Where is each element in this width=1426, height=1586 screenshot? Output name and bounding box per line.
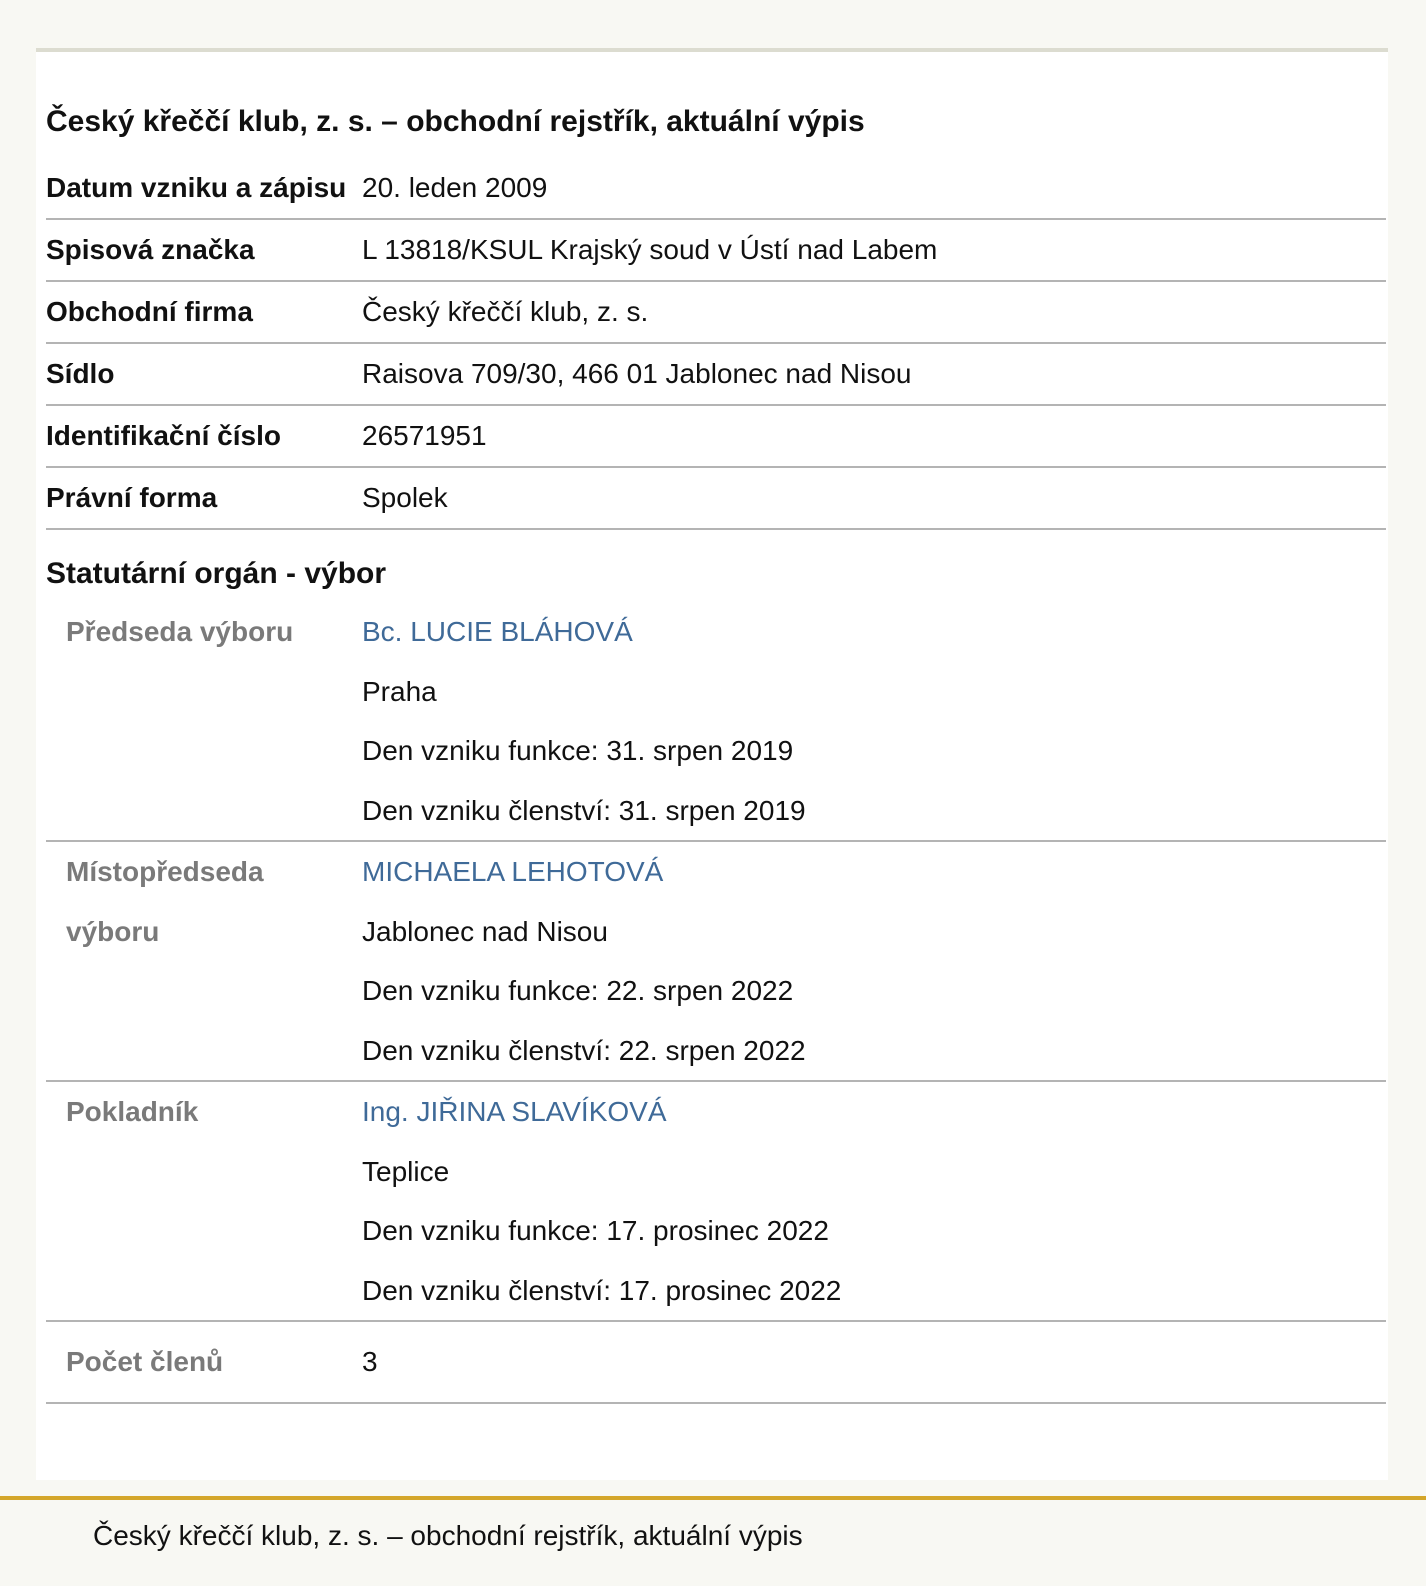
member-role: Předseda výboru bbox=[66, 616, 294, 647]
member-function-start: Den vzniku funkce: 17. prosinec 2022 bbox=[362, 1215, 829, 1246]
member-membership-start: Den vzniku členství: 31. srpen 2019 bbox=[362, 794, 806, 826]
page-footer bbox=[0, 1496, 1426, 1586]
member-role: Místopředseda výboru bbox=[66, 856, 264, 947]
field-row-legal-form bbox=[46, 468, 1386, 530]
field-label: Spisová značka bbox=[46, 234, 255, 265]
field-label: Identifikační číslo bbox=[46, 420, 281, 451]
member-row-vice-chair bbox=[46, 842, 1386, 1082]
member-name-link[interactable]: MICHAELA LEHOTOVÁ bbox=[362, 856, 664, 887]
member-membership-start: Den vzniku členství: 17. prosinec 2022 bbox=[362, 1274, 842, 1306]
member-details bbox=[362, 842, 1386, 1080]
field-row-address bbox=[46, 344, 1386, 406]
field-row-company-name bbox=[46, 282, 1386, 344]
field-value: Český křeččí klub, z. s. bbox=[362, 296, 649, 327]
registry-card bbox=[36, 48, 1388, 1480]
member-row-chair bbox=[46, 602, 1386, 842]
member-name-link[interactable]: Ing. JIŘINA SLAVÍKOVÁ bbox=[362, 1096, 667, 1127]
member-function-start: Den vzniku funkce: 22. srpen 2022 bbox=[362, 975, 794, 1006]
footer-title: Český křeččí klub, z. s. – obchodní rejstřík, aktuální výpis bbox=[93, 1520, 803, 1551]
field-row-file-number bbox=[46, 220, 1386, 282]
member-function-start: Den vzniku funkce: 31. srpen 2019 bbox=[362, 735, 794, 766]
member-count-row bbox=[46, 1322, 1386, 1404]
field-row-founding-date bbox=[46, 158, 1386, 220]
member-name-link[interactable]: Bc. LUCIE BLÁHOVÁ bbox=[362, 616, 633, 647]
field-value: 20. leden 2009 bbox=[362, 172, 548, 203]
member-row-treasurer bbox=[46, 1082, 1386, 1322]
member-role: Pokladník bbox=[66, 1096, 199, 1127]
field-value: Spolek bbox=[362, 482, 448, 513]
field-label: Obchodní firma bbox=[46, 296, 253, 327]
field-label: Právní forma bbox=[46, 482, 218, 513]
registry-fields bbox=[46, 158, 1386, 1404]
member-place: Jablonec nad Nisou bbox=[362, 915, 608, 947]
member-place: Praha bbox=[362, 675, 437, 707]
member-details bbox=[362, 602, 1386, 840]
field-label: Datum vzniku a zápisu bbox=[46, 172, 347, 203]
statutory-section-title: Statutární orgán - výbor bbox=[46, 557, 387, 590]
member-count-label: Počet členů bbox=[66, 1346, 224, 1377]
field-value: 26571951 bbox=[362, 420, 487, 451]
member-details bbox=[362, 1082, 1386, 1320]
field-value: Raisova 709/30, 466 01 Jablonec nad Nisou bbox=[362, 358, 912, 389]
field-row-id-number bbox=[46, 406, 1386, 468]
member-membership-start: Den vzniku členství: 22. srpen 2022 bbox=[362, 1034, 806, 1066]
member-count-value: 3 bbox=[362, 1346, 378, 1377]
member-place: Teplice bbox=[362, 1155, 450, 1187]
document-title: Český křeččí klub, z. s. – obchodní rejstřík, aktuální výpis bbox=[46, 105, 865, 138]
field-label: Sídlo bbox=[46, 358, 115, 389]
field-value: L 13818/KSUL Krajský soud v Ústí nad Labem bbox=[362, 234, 938, 265]
